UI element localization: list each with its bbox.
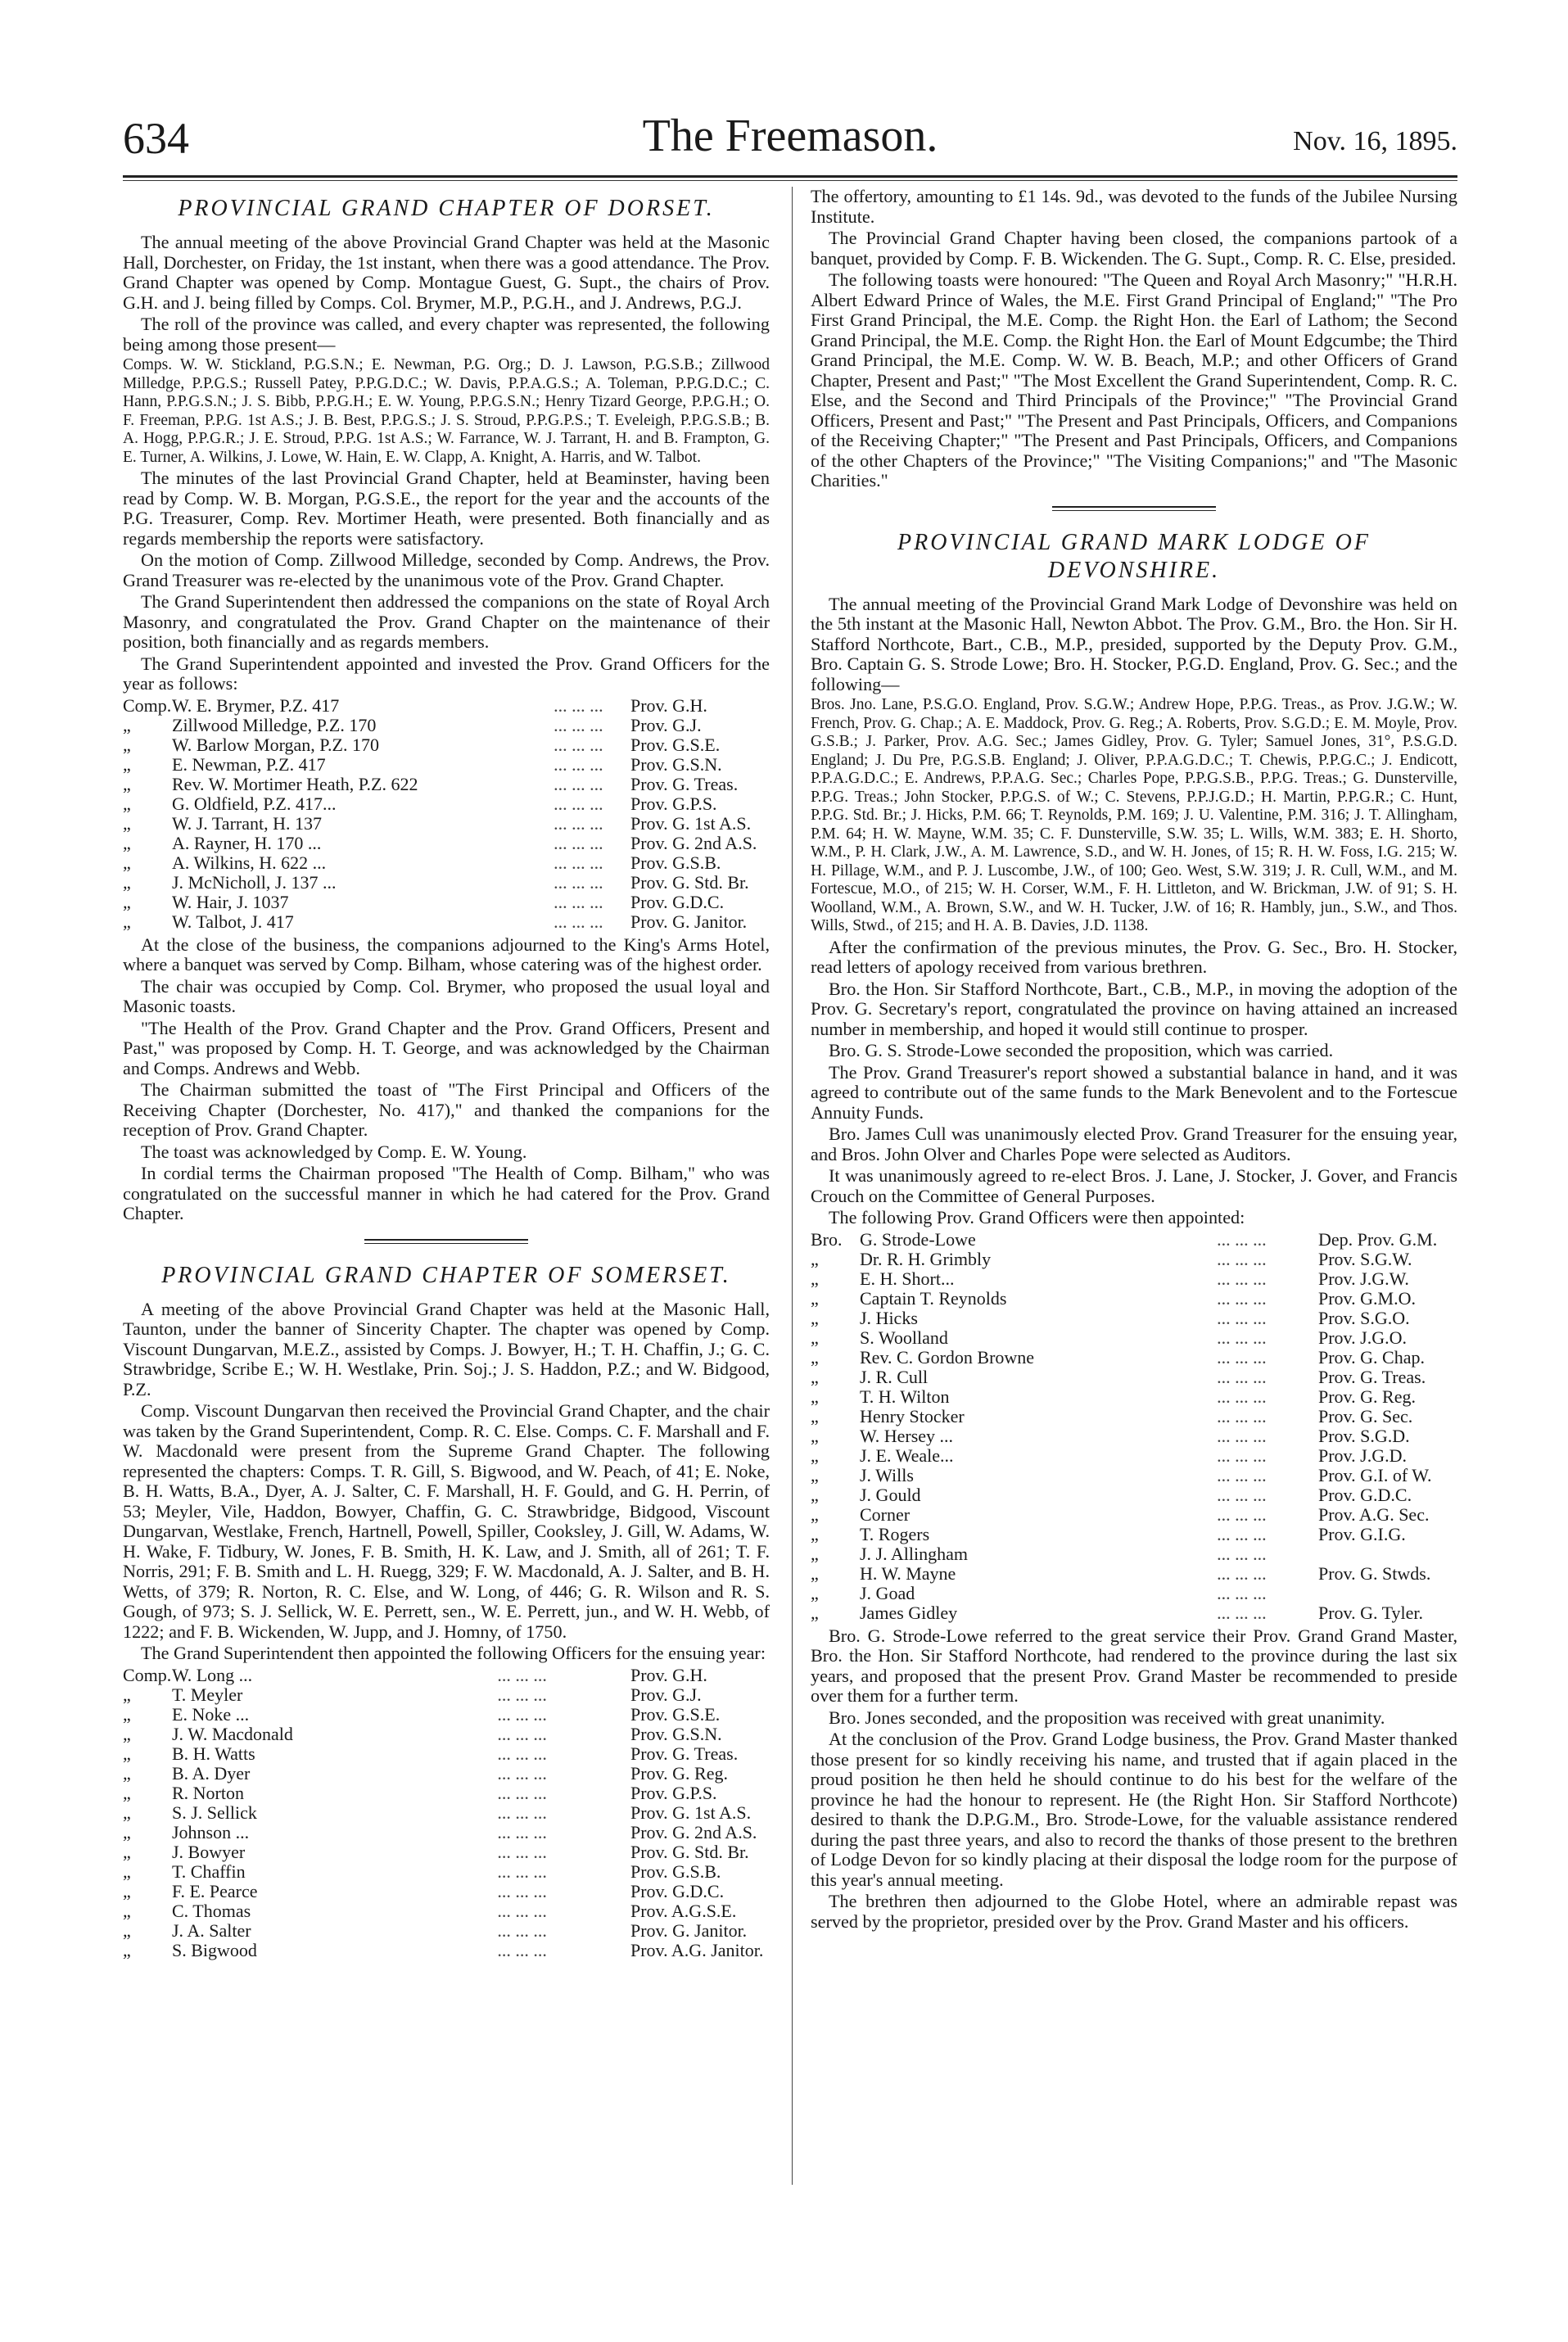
officer-prefix: „ (811, 1386, 819, 1407)
officer-name: S. Bigwood (172, 1939, 257, 1960)
officer-office: Prov. S.G.O. (1318, 1307, 1410, 1328)
officer-leader-dots: ... ... ... (1217, 1425, 1267, 1446)
masthead (123, 105, 1457, 175)
officer-leader-dots: ... ... ... (554, 714, 603, 735)
officer-name: A. Rayner, H. 170 ... (172, 832, 322, 853)
officer-name: Corner (860, 1503, 911, 1525)
officer-row (123, 834, 770, 853)
officer-row (123, 873, 770, 893)
officer-prefix: „ (123, 1762, 131, 1784)
officer-leader-dots: ... ... ... (1217, 1366, 1267, 1387)
officer-row (123, 814, 770, 834)
officer-prefix: „ (123, 1939, 131, 1960)
devon-p8: The following Prov. Grand Officers were then appointed: (829, 1207, 1245, 1228)
officer-leader-dots: ... ... ... (554, 891, 603, 912)
officer-leader-dots: ... ... ... (1217, 1484, 1267, 1505)
devon-present-list: Bros. Jno. Lane, P.S.G.O. England, Prov. S.G.W.; Andrew Hope, P.P.G. Treas., as Prov. J.G.W.; W. French, Prov. G. Chap.; A. E. Maddock, Prov. G. Reg.; A. Roberts, Prov. S.G.D.; E. M. Moyle, Prov. G.S.B.; J. Parker, Prov. A.G. Sec.; James Gidley, Prov. G. Tyler; Samuel Jones, 31°, P.S.G.D. England; J. Du Pre, P.G.S.B. England; J. Oliver, P.P.A.G.D.C.; T. Chewis, P.P.G.C.; J. Endicott, P.P.A.G.D.C.; E. Andrews, P.P.A.G. Sec.; Charles Pope, P.P.G.S.B., P.P.G. Treas.; G. Dunsterville, P.P.G. Treas.; John Stocker, P.P.G.S. of W.; C. Stevens, P.P.J.G.D.; H. Martin, P.P.G.R.; C. Hunt, P.P.G. Std. Br.; J. Hicks, P.M. 66; T. Reynolds, P.M. 169; J. U. Valentine, P.M. 316; J. T. Allingham, P.M. 64; H. W. Mayne, W.M. 35; C. F. Dunsterville, S.W. 35; L. Wills, W.M. 383; E. H. Shorto, W.M., P. H. Clark, J.W., A. M. Lawrence, S.D., and W. H. Jones, of 15; R. H. W. Foss, I.G. 215; W. H. Pillage, W.M., and P. J. Luscombe, J.W., of 100; Geo. West, S.W. 319; J. R. Cull, W.M., and M. Fortescue, M.O., of 215; W. H. Corser, W.M., F. H. Littleton, and W. Brickman, J.W. of 91; S. H. Woolland, W.M., A. Brown, S.W., and W. H. Tucker, J.W. of 16; R. Hambly, jun., S.W., and Thos. Wills, Stwd., of 215; and H. A. B. Davies, J.D. 1138. (811, 696, 1457, 934)
officer-row (811, 1269, 1457, 1289)
officer-leader-dots: ... ... ... (554, 812, 603, 834)
officer-name: B. A. Dyer (172, 1762, 251, 1784)
column-divider (792, 187, 793, 2185)
officer-name: W. E. Brymer, P.Z. 417 (172, 694, 340, 716)
officer-office: Prov. G.I.G. (1318, 1523, 1406, 1544)
officer-row (123, 1823, 770, 1842)
officer-prefix: „ (123, 714, 131, 735)
officer-office: Prov. G. Stwds. (1318, 1562, 1431, 1584)
officer-office: Prov. G. Treas. (1318, 1366, 1426, 1387)
officer-leader-dots: ... ... ... (554, 832, 603, 853)
officer-prefix: „ (123, 1880, 131, 1901)
dorset-p10: The Chairman submitted the toast of "The First Principal and Officers of the Receiving Chapter (Dorchester, No. 417)," and thanked the companions for the reception of Prov. Grand Chapter. (123, 1079, 770, 1140)
officer-name: W. Talbot, J. 417 (172, 911, 294, 932)
devon-p3: Bro. the Hon. Sir Stafford Northcote, Bart., C.B., M.P., in moving the adoption of the Prov. G. Secretary's report, congratulated the province on having attained an increased number in membership, and hoped it would still continue to prosper. (811, 978, 1457, 1039)
officer-office: Prov. J.G.O. (1318, 1327, 1407, 1348)
officer-row (123, 775, 770, 794)
officer-row (811, 1328, 1457, 1348)
officer-prefix: „ (123, 1821, 131, 1842)
officer-name: James Gidley (860, 1602, 958, 1623)
officer-prefix: Bro. (811, 1228, 843, 1250)
officer-leader-dots: ... ... ... (554, 694, 603, 716)
officer-office (1318, 1584, 1457, 1603)
officer-office: Prov. G. Janitor. (630, 911, 748, 932)
dorset-p4: On the motion of Comp. Zillwood Milledge, seconded by Comp. Andrews, the Prov. Grand Treasurer was re-elected by the unanimous vote of the Prov. Grand Chapter. (123, 549, 770, 590)
officer-row (811, 1387, 1457, 1407)
officer-office: Prov. G. 1st A.S. (630, 1802, 752, 1823)
officer-row (123, 1941, 770, 1960)
dorset-p1: The annual meeting of the above Provincial Grand Chapter was held at the Masonic Hall, Dorchester, on Friday, the 1st instant, when there was a good attendance. The Prov. Grand Chapter was opened by Comp. Montague Guest, G. Supt., the chairs of Prov. G.H. and J. being filled by Comps. Col. Brymer, M.P., P.G.H., and J. Andrews, P.G.J. (123, 232, 770, 313)
officer-office: Prov. A.G. Sec. (1318, 1503, 1430, 1525)
officer-prefix: „ (123, 1841, 131, 1862)
officer-leader-dots: ... ... ... (1217, 1445, 1267, 1466)
officer-leader-dots: ... ... ... (1217, 1386, 1267, 1407)
dorset-p6: The Grand Superintendent appointed and invested the Prov. Grand Officers for the year as follows: (123, 653, 770, 694)
officer-prefix: „ (123, 1782, 131, 1803)
officer-prefix: „ (811, 1582, 819, 1603)
officer-row (811, 1289, 1457, 1309)
officer-leader-dots: ... ... ... (497, 1802, 547, 1823)
officer-office: Prov. G.P.S. (630, 793, 717, 814)
officer-row (123, 1666, 770, 1685)
officer-name: J. J. Allingham (860, 1543, 969, 1564)
devon-p1: The annual meeting of the Provincial Grand Mark Lodge of Devonshire was held on the 5th instant at the Masonic Hall, Newton Abbot. The Prov. G.M., Bro. the Hon. Sir H. Stafford Northcote, Bart., C.B., M.P., presided, supported by the Deputy Prov. G.M., Bro. Captain G. S. Strode Lowe; Bro. H. Stocker, P.G.D. England, Prov. G. Sec.; and the following— (811, 593, 1457, 694)
officer-office: Prov. G.D.C. (1318, 1484, 1412, 1505)
officer-prefix: „ (123, 1684, 131, 1705)
officer-office: Prov. G.M.O. (1318, 1287, 1416, 1309)
officer-leader-dots: ... ... ... (554, 852, 603, 873)
officer-name: G. Oldfield, P.Z. 417... (172, 793, 337, 814)
officer-name: W. Hersey ... (860, 1425, 954, 1446)
dorset-p12: In cordial terms the Chairman proposed "The Health of Comp. Bilham," who was congratulated on the successful manner in which he had catered for the Prov. Grand Chapter. (123, 1163, 770, 1223)
officer-name: J. Bowyer (172, 1841, 246, 1862)
officer-leader-dots: ... ... ... (1217, 1582, 1267, 1603)
officer-office: Prov. G. Sec. (1318, 1405, 1413, 1426)
officer-office: Prov. S.G.W. (1318, 1248, 1412, 1269)
section-separator (364, 1239, 528, 1244)
officer-row (811, 1368, 1457, 1387)
officer-row (123, 735, 770, 755)
officer-name: Dr. R. H. Grimbly (860, 1248, 992, 1269)
header-rule (123, 175, 1457, 178)
officer-leader-dots: ... ... ... (554, 911, 603, 932)
officer-row (811, 1505, 1457, 1525)
officer-office: Prov. G. Std. Br. (630, 871, 749, 893)
officer-prefix: „ (123, 1723, 131, 1744)
officer-row (123, 696, 770, 716)
dorset-title: PROVINCIAL GRAND CHAPTER OF DORSET. (178, 196, 715, 221)
somerset-p1: A meeting of the above Provincial Grand Chapter was held at the Masonic Hall, Taunton, under the banner of Sincerity Chapter. The chapter was opened by Comp. Viscount Dungarvan, M.E.Z., assisted by Comps. J. Bowyer, H.; T. H. Chaffin, J.; G. C. Strawbridge, Scribe E.; W. H. Westlake, Prin. Soj.; J. S. Haddon, P.Z.; and W. Bidgood, P.Z. (123, 1298, 770, 1399)
officer-prefix: „ (811, 1503, 819, 1525)
officer-name: J. A. Salter (172, 1919, 251, 1941)
officer-prefix: „ (811, 1248, 819, 1269)
officer-name: J. Goad (860, 1582, 915, 1603)
officer-leader-dots: ... ... ... (554, 871, 603, 893)
officer-leader-dots: ... ... ... (497, 1860, 547, 1882)
officer-name: Rev. C. Gordon Browne (860, 1346, 1035, 1368)
right-column (811, 187, 1457, 2185)
officer-name: Rev. W. Mortimer Heath, P.Z. 622 (172, 773, 418, 794)
officer-row (811, 1230, 1457, 1250)
dorset-p3: The minutes of the last Provincial Grand Chapter, held at Beaminster, having been read by Comp. W. B. Morgan, P.G.S.E., the report for the year and the accounts of the P.G. Treasurer, Comp. Rev. Mortimer Heath, were presented. Both financially and as regards membership the reports were satisfactory. (123, 468, 770, 549)
officer-row (123, 893, 770, 912)
officer-leader-dots: ... ... ... (1217, 1287, 1267, 1309)
officer-prefix: „ (811, 1346, 819, 1368)
left-column (123, 187, 770, 2185)
officer-prefix: „ (123, 1802, 131, 1823)
officer-row (123, 1921, 770, 1941)
officer-prefix: „ (811, 1327, 819, 1348)
dorset-p8: The chair was occupied by Comp. Col. Brymer, who proposed the usual loyal and Masonic toasts. (123, 975, 770, 1016)
officer-leader-dots: ... ... ... (497, 1664, 547, 1685)
officer-leader-dots: ... ... ... (554, 753, 603, 775)
officer-row (123, 1842, 770, 1862)
officer-office: Prov. G.S.N. (630, 753, 722, 775)
officer-name: W. Hair, J. 1037 (172, 891, 289, 912)
officer-name: J. Hicks (860, 1307, 918, 1328)
officer-row (811, 1544, 1457, 1564)
officer-leader-dots: ... ... ... (1217, 1228, 1267, 1250)
officer-name: W. Barlow Morgan, P.Z. 170 (172, 734, 379, 755)
officer-leader-dots: ... ... ... (554, 773, 603, 794)
officer-prefix: „ (123, 1919, 131, 1941)
officer-leader-dots: ... ... ... (1217, 1327, 1267, 1348)
officer-row (123, 794, 770, 814)
officer-prefix: „ (811, 1268, 819, 1289)
journal-title: The Freemason. (642, 111, 938, 161)
officer-leader-dots: ... ... ... (497, 1821, 547, 1842)
officer-name: E. Newman, P.Z. 417 (172, 753, 326, 775)
officer-prefix: „ (811, 1562, 819, 1584)
officer-prefix: „ (123, 734, 131, 755)
officer-prefix: „ (811, 1405, 819, 1426)
officer-prefix: „ (123, 753, 131, 775)
officer-office: Prov. G. 2nd A.S. (630, 1821, 757, 1842)
officer-leader-dots: ... ... ... (497, 1684, 547, 1705)
officer-name: Johnson ... (172, 1821, 250, 1842)
officer-prefix: Comp. (123, 694, 172, 716)
officer-leader-dots: ... ... ... (554, 793, 603, 814)
officer-prefix: „ (123, 1900, 131, 1921)
officer-office: Prov. G. Janitor. (630, 1919, 748, 1941)
officer-prefix: „ (123, 1703, 131, 1725)
officer-name: C. Thomas (172, 1900, 251, 1921)
officer-name: J. Gould (860, 1484, 921, 1505)
officer-prefix: „ (811, 1307, 819, 1328)
officer-leader-dots: ... ... ... (1217, 1464, 1267, 1485)
officer-name: W. J. Tarrant, H. 137 (172, 812, 322, 834)
officer-prefix: „ (811, 1484, 819, 1505)
officer-leader-dots: ... ... ... (497, 1919, 547, 1941)
officer-row (811, 1564, 1457, 1584)
officer-prefix: Comp. (123, 1664, 172, 1685)
officer-name: A. Wilkins, H. 622 ... (172, 852, 327, 873)
officer-office: Prov. G.S.B. (630, 852, 721, 873)
dorset-officers-table (123, 696, 770, 932)
officer-prefix: „ (811, 1464, 819, 1485)
officer-row (811, 1485, 1457, 1505)
issue-date: Nov. 16, 1895. (1293, 126, 1457, 156)
devon-p11: At the conclusion of the Prov. Grand Lodge business, the Prov. Grand Master thanked those present for so kindly receiving his name, and trusted that if again placed in the proud position he then held he should continue to do his best for the welfare of the province he had the honour to represent. He (the Right Hon. Sir Stafford Northcote) desired to thank the D.P.G.M., Bro. Strode-Lowe, for the valuable assistance rendered during the past three years, and also to record the thanks of those present to the brethren of Lodge Devon for so kindly placing at their disposal the lodge room for the purpose of this year's annual meeting. (811, 1729, 1457, 1890)
officer-name: T. Rogers (860, 1523, 930, 1544)
officer-office: Prov. G. Treas. (630, 1743, 739, 1764)
officer-office: Prov. G.D.C. (630, 891, 725, 912)
officer-name: Henry Stocker (860, 1405, 965, 1426)
section-separator (1052, 506, 1216, 511)
officer-leader-dots: ... ... ... (497, 1880, 547, 1901)
officer-row (123, 1705, 770, 1725)
header-rule-thin (123, 180, 1457, 181)
officer-name: J. Wills (860, 1464, 914, 1485)
officer-office: Prov. G.H. (630, 1664, 707, 1685)
officer-office: Prov. G. 2nd A.S. (630, 832, 757, 853)
officer-row (123, 1764, 770, 1784)
dorset-p9: "The Health of the Prov. Grand Chapter and the Prov. Grand Officers, Present and Past," was proposed by Comp. H. T. George, and was acknowledged by the Chairman and Comps. Andrews and Webb. (123, 1017, 770, 1078)
officer-office: Prov. G.S.B. (630, 1860, 721, 1882)
officer-name: T. Chaffin (172, 1860, 246, 1882)
devon-p2: After the confirmation of the previous minutes, the Prov. G. Sec., Bro. H. Stocker, read letters of apology received from various brethren. (811, 936, 1457, 977)
dorset-p7: At the close of the business, the companions adjourned to the King's Arms Hotel, where a banquet was served by Comp. Bilham, whose catering was of the highest order. (123, 934, 770, 974)
officer-row (123, 1685, 770, 1705)
officer-leader-dots: ... ... ... (1217, 1268, 1267, 1289)
officer-row (811, 1250, 1457, 1269)
officer-row (811, 1525, 1457, 1544)
officer-office: Prov. G. Reg. (1318, 1386, 1416, 1407)
officer-office: Prov. G.I. of W. (1318, 1464, 1432, 1485)
officer-leader-dots: ... ... ... (1217, 1307, 1267, 1328)
officer-row (811, 1466, 1457, 1485)
officer-name: E. Noke ... (172, 1703, 250, 1725)
officer-prefix: „ (123, 1860, 131, 1882)
officer-office: Prov. J.G.D. (1318, 1445, 1407, 1466)
officer-prefix: „ (123, 871, 131, 893)
somerset-title: PROVINCIAL GRAND CHAPTER OF SOMERSET. (161, 1262, 731, 1288)
officer-office: Prov. G.D.C. (630, 1880, 725, 1901)
officer-row (123, 755, 770, 775)
officer-office: Dep. Prov. G.M. (1318, 1228, 1438, 1250)
officer-prefix: „ (123, 773, 131, 794)
officer-leader-dots: ... ... ... (1217, 1248, 1267, 1269)
dorset-present-list: Comps. W. W. Stickland, P.G.S.N.; E. Newman, P.G. Org.; D. J. Lawson, P.G.S.B.; Zillwood Milledge, P.P.G.S.; Russell Patey, P.P.G.D.C.; W. Davis, P.P.A.G.S.; A. Toleman, P.P.G.D.C.; C. Hann, P.P.G.S.N.; J. S. Bibb, P.P.G.H.; E. W. Young, P.P.G.S.N.; Henry Tizard George, P.P.G.H.; O. F. Freeman, P.P.G. 1st A.S.; J. B. Best, P.P.G.S.; J. S. Stroud, P.P.G.P.S.; T. Eveleigh, P.P.G.S.B.; B. A. Hogg, P.P.G.R.; J. E. Stroud, P.P.G. 1st A.S.; W. Farrance, W. J. Tarrant, H. and B. Frampton, G. E. Turner, A. Wilkins, J. Lowe, W. Hain, E. W. Clapp, A. Knight, A. Harris, and W. Talbot. (123, 356, 770, 466)
devon-p5: The Prov. Grand Treasurer's report showed a substantial balance in hand, and it was agreed to contribute out of the same funds to the Mark Benevolent and to the Fortescue Annuity Funds. (811, 1061, 1457, 1123)
somerset-p2: Comp. Viscount Dungarvan then received the Provincial Grand Chapter, and the chair was taken by the Grand Superintendent, Comp. R. C. Else. Comps. C. F. Marshall and F. W. Macdonald were present from the Supreme Grand Chapter. The following represented the chapters: Comps. T. R. Gill, S. Bigwood, and W. Peach, of 41; E. Noke, B. H. Watts, B.A., Dyer, A. J. Salter, C. F. Marshall, H. F. Gould, and G. H. Perrin, of 53; Meyler, Vile, Haddon, Bowyer, Chaffin, G. C. Strawbridge, Bidgood, Viscount Dungarvan, Westlake, French, Hartnell, Powell, Spiller, Cooksley, J. Gill, W. Adams, W. H. Wake, F. Tidbury, W. Jones, F. B. Smith, H. K. Law, and J. Smith, all of 261; T. F. Norris, 291; F. B. Smith and L. H. Ruegg, 329; F. W. Macdonald, A. J. Salter, and B. H. Wetts, of 379; R. Norton, R. C. Else, and W. Long, of 446; G. R. Wilson and R. S. Gough, of 973; S. J. Sellick, W. E. Perrett, sen., W. E. Perrett, jun., and W. H. Webb, of 1222; and F. B. Wickenden, W. Jupp, and J. Homny, of 1750. (123, 1400, 770, 1642)
officer-office: Prov. G. Reg. (630, 1762, 728, 1784)
devon-p7: It was unanimously agreed to re-elect Bros. J. Lane, J. Stocker, J. Gover, and Francis Crouch on the Committee of General Purposes. (811, 1165, 1457, 1206)
officer-leader-dots: ... ... ... (1217, 1503, 1267, 1525)
officer-row (811, 1446, 1457, 1466)
officer-name: R. Norton (172, 1782, 244, 1803)
officer-office (1318, 1544, 1457, 1564)
officer-office: Prov. G. 1st A.S. (630, 812, 752, 834)
officer-office: Prov. G.H. (630, 694, 707, 716)
officer-leader-dots: ... ... ... (1217, 1602, 1267, 1623)
officer-office: Prov. G. Tyler. (1318, 1602, 1424, 1623)
banquet-paragraph: The Provincial Grand Chapter having been closed, the companions partook of a banquet, provided by Comp. F. B. Wickenden. The G. Supt., Comp. R. C. Else, presided. (811, 228, 1457, 269)
officer-office: Prov. G.S.N. (630, 1723, 722, 1744)
officer-prefix: „ (123, 832, 131, 853)
officer-prefix: „ (811, 1425, 819, 1446)
officer-leader-dots: ... ... ... (497, 1782, 547, 1803)
devonshire-title: PROVINCIAL GRAND MARK LODGE OF DEVONSHIRE. (897, 529, 1371, 583)
officer-row (811, 1603, 1457, 1623)
officer-name: Captain T. Reynolds (860, 1287, 1007, 1309)
officer-name: T. Meyler (172, 1684, 243, 1705)
officer-row (123, 1784, 770, 1803)
officer-name: G. Strode-Lowe (860, 1228, 976, 1250)
officer-row (811, 1348, 1457, 1368)
officer-office: Prov. G.S.E. (630, 734, 721, 755)
dorset-p11: The toast was acknowledged by Comp. E. W. Young. (141, 1141, 527, 1162)
officer-office: Prov. J.G.W. (1318, 1268, 1409, 1289)
officer-row (811, 1584, 1457, 1603)
officer-prefix: „ (123, 812, 131, 834)
officer-leader-dots: ... ... ... (497, 1841, 547, 1862)
officer-name: S. J. Sellick (172, 1802, 257, 1823)
officer-office: Prov. G. Treas. (630, 773, 739, 794)
officer-leader-dots: ... ... ... (1217, 1543, 1267, 1564)
officer-office: Prov. A.G. Janitor. (630, 1939, 764, 1960)
officer-leader-dots: ... ... ... (1217, 1405, 1267, 1426)
officer-name: T. H. Wilton (860, 1386, 950, 1407)
officer-office: Prov. G.S.E. (630, 1703, 721, 1725)
officer-leader-dots: ... ... ... (497, 1723, 547, 1744)
officer-row (123, 1725, 770, 1744)
officer-prefix: „ (811, 1287, 819, 1309)
officer-office: Prov. G.J. (630, 714, 702, 735)
officer-prefix: „ (123, 852, 131, 873)
officer-row (123, 1744, 770, 1764)
devon-p4: Bro. G. S. Strode-Lowe seconded the proposition, which was carried. (829, 1040, 1334, 1060)
officer-row (123, 853, 770, 873)
officer-row (123, 1882, 770, 1901)
officer-row (811, 1426, 1457, 1446)
dorset-p2: The roll of the province was called, and every chapter was represented, the following being among those present— (123, 314, 770, 355)
devon-p10: Bro. Jones seconded, and the proposition was received with great unanimity. (829, 1707, 1385, 1728)
officer-name: J. W. Macdonald (172, 1723, 293, 1744)
officer-row (123, 1803, 770, 1823)
officer-leader-dots: ... ... ... (554, 734, 603, 755)
officer-office: Prov. G. Chap. (1318, 1346, 1425, 1368)
officer-office: Prov. S.G.D. (1318, 1425, 1410, 1446)
officer-row (811, 1309, 1457, 1328)
officer-name: E. H. Short... (860, 1268, 955, 1289)
officer-prefix: „ (811, 1523, 819, 1544)
offertory-paragraph: The offertory, amounting to £1 14s. 9d., was devoted to the funds of the Jubilee Nursing Institute. (811, 187, 1457, 227)
somerset-officers-table (123, 1666, 770, 1960)
officer-leader-dots: ... ... ... (497, 1703, 547, 1725)
devon-officers-table (811, 1230, 1457, 1623)
officer-office: Prov. G.P.S. (630, 1782, 717, 1803)
officer-leader-dots: ... ... ... (497, 1939, 547, 1960)
officer-name: J. E. Weale... (860, 1445, 954, 1466)
devon-p9: Bro. G. Strode-Lowe referred to the great service their Prov. Grand Grand Master, Bro. the Hon. Sir Stafford Northcote, had rendered to the province during the last six years, and proposed that the present Prov. Grand Master be recommended to preside over them for a further term. (811, 1625, 1457, 1706)
officer-name: H. W. Mayne (860, 1562, 956, 1584)
officer-prefix: „ (123, 793, 131, 814)
officer-prefix: „ (123, 891, 131, 912)
page-number: 634 (123, 114, 189, 163)
officer-name: S. Woolland (860, 1327, 948, 1348)
somerset-p3: The Grand Superintendent then appointed the following Officers for the ensuing year: (141, 1643, 766, 1663)
officer-prefix: „ (811, 1543, 819, 1564)
officer-name: J. McNicholl, J. 137 ... (172, 871, 337, 893)
officer-row (123, 716, 770, 735)
dorset-p5: The Grand Superintendent then addressed the companions on the state of Royal Arch Masonry, and congratulated the Prov. Grand Chapter on the maintenance of their position, both financially and as regards members. (123, 591, 770, 652)
officer-name: F. E. Pearce (172, 1880, 258, 1901)
officer-row (123, 1862, 770, 1882)
officer-row (123, 912, 770, 932)
devon-p6: Bro. James Cull was unanimously elected Prov. Grand Treasurer for the ensuing year, and Bros. John Olver and Charles Pope were selected as Auditors. (811, 1124, 1457, 1164)
officer-leader-dots: ... ... ... (1217, 1562, 1267, 1584)
officer-row (123, 1901, 770, 1921)
officer-prefix: „ (811, 1445, 819, 1466)
officer-office: Prov. G.J. (630, 1684, 702, 1705)
officer-leader-dots: ... ... ... (1217, 1346, 1267, 1368)
officer-prefix: „ (811, 1602, 819, 1623)
officer-name: W. Long ... (172, 1664, 253, 1685)
officer-leader-dots: ... ... ... (1217, 1523, 1267, 1544)
officer-office: Prov. G. Std. Br. (630, 1841, 749, 1862)
officer-leader-dots: ... ... ... (497, 1900, 547, 1921)
officer-office: Prov. A.G.S.E. (630, 1900, 737, 1921)
toasts-paragraph: The following toasts were honoured: "The Queen and Royal Arch Masonry;" "H.R.H. Albert Edward Prince of Wales, the M.E. First Grand Principal of England;" "The Pro First Grand Principal, the M.E. Comp. the Right Hon. the Earl of Lathom; the Second Grand Principal, the M.E. Comp. the Right Hon. the Earl of Mount Edgcumbe; the Third Grand Principal, the M.E. Comp. W. W. B. Beach, M.P.; and other Officers of Grand Chapter, Present and Past;" "The Most Excellent the Grand Superintendent, Comp. R. C. Else, and the Second and Third Principals of the Province;" "The Provincial Grand Officers, Present and Past;" "The Present and Past Principals, Officers, and Companions of the Receiving Chapter;" "The Present and Past Principals, Officers, and Companions of the other Chapters of the Province;" "The Visiting Companions;" and "The Masonic Charities." (811, 269, 1457, 491)
officer-leader-dots: ... ... ... (497, 1743, 547, 1764)
officer-name: Zillwood Milledge, P.Z. 170 (172, 714, 377, 735)
officer-prefix: „ (123, 1743, 131, 1764)
officer-prefix: „ (123, 911, 131, 932)
officer-row (811, 1407, 1457, 1426)
officer-name: J. R. Cull (860, 1366, 929, 1387)
officer-leader-dots: ... ... ... (497, 1762, 547, 1784)
officer-name: B. H. Watts (172, 1743, 255, 1764)
officer-prefix: „ (811, 1366, 819, 1387)
devon-p12: The brethren then adjourned to the Globe Hotel, where an admirable repast was served by the proprietor, presided over by the Prov. Grand Master and his officers. (811, 1891, 1457, 1932)
